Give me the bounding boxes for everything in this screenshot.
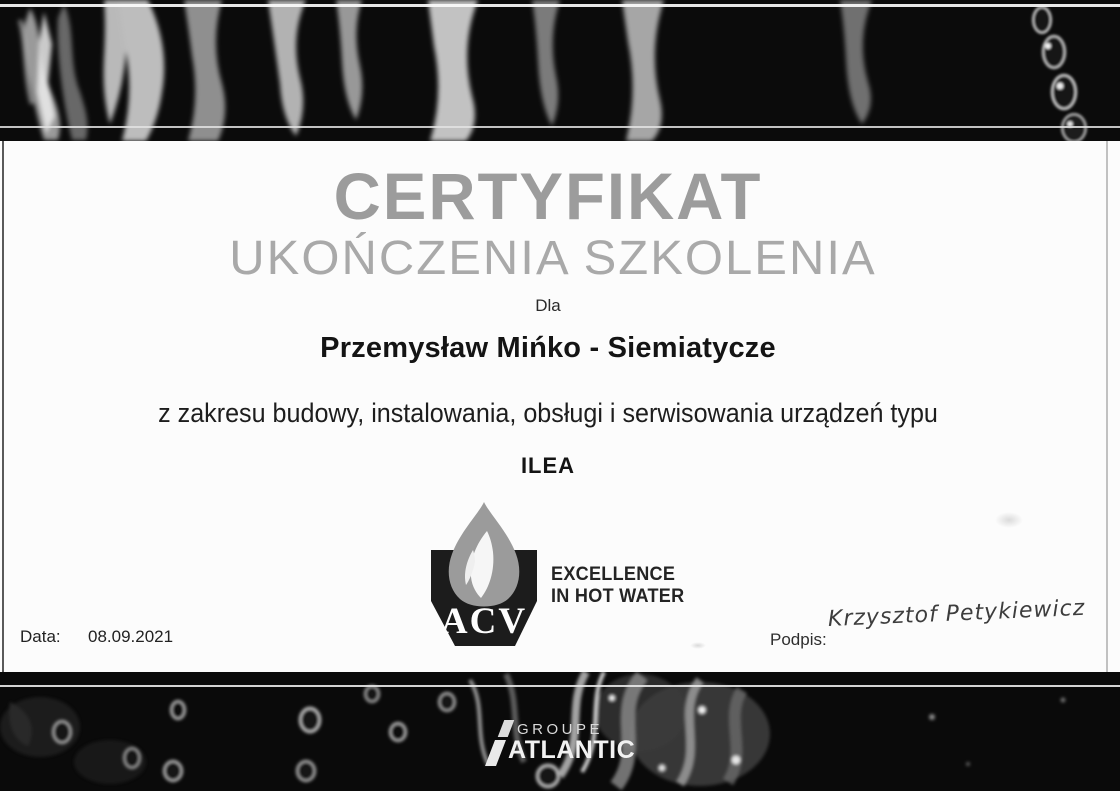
atlantic-text: ATLANTIC (508, 736, 636, 764)
certificate-title: CERTYFIKAT (333, 159, 763, 233)
scope-text: z zakresu budowy, instalowania, obsługi i serwisowania urządzeń typu (158, 398, 938, 428)
scan-line-right (1106, 141, 1108, 672)
acv-tagline-line1: EXCELLENCE (551, 564, 676, 585)
recipient-label: Dla (535, 296, 561, 315)
recipient-name: Przemysław Mińko - Siemiatycze (320, 332, 776, 364)
slash-icon (485, 740, 506, 766)
acv-tagline (551, 564, 684, 608)
scan-smudge (995, 512, 1023, 528)
water-splash-top-image (0, 0, 1120, 141)
scan-line-left (2, 141, 4, 672)
date-label: Data: (20, 627, 61, 646)
acv-tagline-line2: IN HOT WATER (551, 586, 685, 607)
scan-smudge (690, 642, 706, 649)
certificate-subtitle: UKOŃCZENIA SZKOLENIA (229, 232, 877, 285)
signature-label: Podpis: (770, 630, 827, 649)
acv-logo-text: ACV (440, 601, 528, 642)
slash-icon (498, 720, 515, 737)
groupe-atlantic-logo (476, 719, 646, 771)
product-name: ILEA (520, 453, 576, 478)
signature-handwriting: Krzysztof Petykiewicz (827, 595, 1086, 632)
acv-logo (428, 501, 540, 649)
date-value: 08.09.2021 (88, 627, 174, 646)
groupe-text: GROUPE (517, 721, 604, 738)
